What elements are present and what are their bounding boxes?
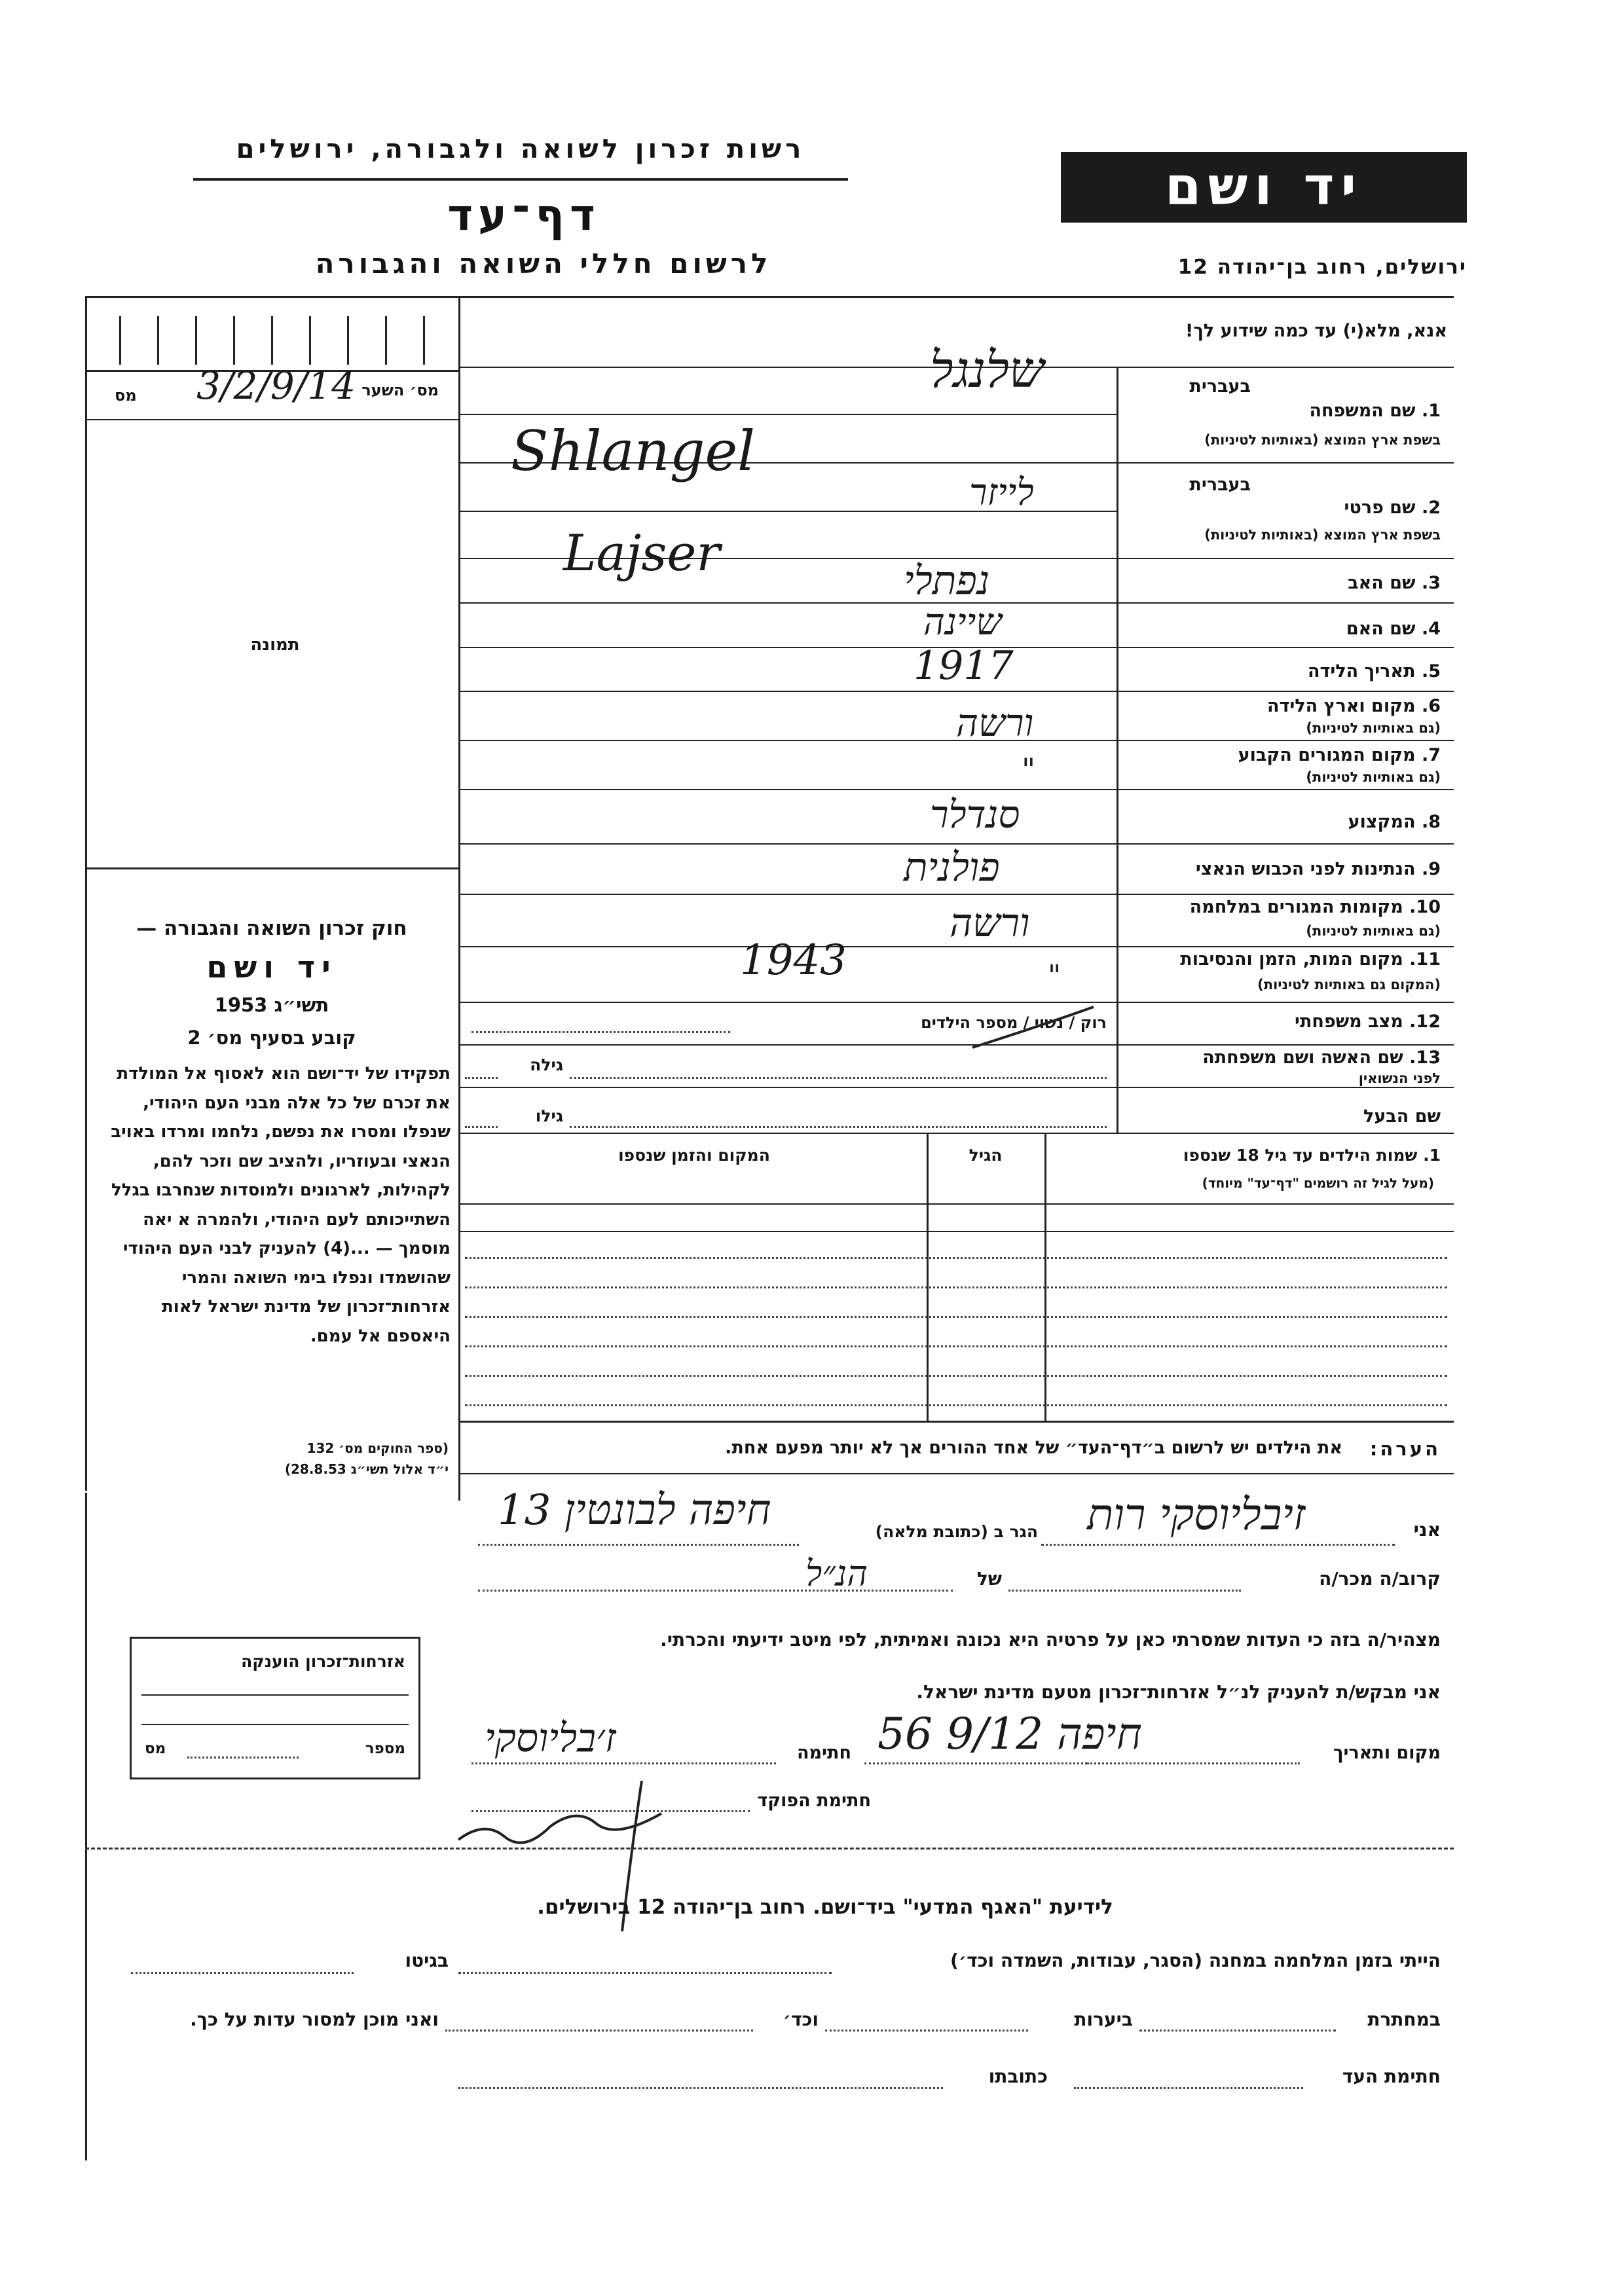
field-11-label: 11. מקום המות, הזמן והנסיבות bbox=[1180, 949, 1441, 970]
law-ref-2: י״ד אלול תשי״ג 28.8.53) bbox=[284, 1461, 449, 1477]
footer-line2-etc: וכד׳ bbox=[783, 2009, 819, 2030]
footer-top-dashed bbox=[85, 1848, 1454, 1850]
field-1-value-hebrew: שלנגל bbox=[930, 340, 1044, 399]
field-10-sub: (גם באותיות לטיניות) bbox=[1306, 923, 1441, 939]
law-title: חוק זכרון השואה והגבורה — bbox=[136, 917, 407, 940]
field-1-label: 1. שם המשפחה bbox=[1309, 401, 1441, 421]
law-ref-1: (ספר החוקים מס׳ 132 bbox=[306, 1440, 449, 1456]
field-4-value: שיינה bbox=[923, 601, 1003, 644]
signature-value: ז׳בליוסקי bbox=[485, 1715, 616, 1761]
field-9-value: פולנית bbox=[904, 845, 1000, 890]
logo-text: יד ושם bbox=[1164, 156, 1363, 217]
footer-line1-camp: הייתי בזמן המלחמה במחנה (הסגר, עבודות, השמדה וכד׳) bbox=[950, 1950, 1441, 1971]
table-label-divider bbox=[1116, 367, 1118, 1133]
declarant-name: זיבליוסקי רות bbox=[1087, 1489, 1306, 1540]
children-table-bottom bbox=[458, 1421, 1454, 1423]
org-line: רשות זכרון לשואה ולגבורה, ירושלים bbox=[236, 134, 805, 164]
declarant-address: חיפה לבונטין 13 bbox=[498, 1486, 771, 1535]
form-title: דף־עד bbox=[447, 190, 600, 240]
field-12-options: רוק / נשוי / מספר הילדים bbox=[921, 1013, 1107, 1032]
footer-line1-ghetto: בגיטו bbox=[405, 1950, 449, 1971]
record-suffix: מס bbox=[115, 386, 137, 405]
record-box-bottom bbox=[85, 419, 460, 420]
yad-vashem-logo bbox=[1061, 152, 1467, 223]
field-5-value: 1917 bbox=[913, 643, 1014, 689]
field-6-label: 6. מקום וארץ הלידה bbox=[1266, 696, 1441, 716]
footer-line2-underground: במחתרת bbox=[1367, 2009, 1441, 2030]
signature-label: חתימה bbox=[796, 1743, 851, 1763]
footer-witness-signature-label: חתימת העד bbox=[1342, 2066, 1441, 2087]
frame-left bbox=[85, 296, 87, 1491]
certificate-number-label: מספר bbox=[365, 1740, 405, 1757]
record-label: מס׳ השער bbox=[361, 381, 439, 399]
org-line-underline bbox=[193, 178, 848, 181]
children-col-divider-2 bbox=[1044, 1133, 1046, 1421]
record-number-box bbox=[85, 304, 460, 370]
field-10-value: ורשה bbox=[950, 900, 1030, 946]
field-8-label: 8. המקצוע bbox=[1348, 812, 1441, 832]
footer-address-label: כתובתו bbox=[988, 2066, 1048, 2087]
field-7-value: " bbox=[1022, 752, 1036, 787]
field-1-sub: בשפת ארץ המוצא (באותיות לטיניות) bbox=[1204, 432, 1441, 448]
field-12-handwritten-stroke bbox=[969, 1002, 1100, 1054]
law-name: יד ושם bbox=[206, 949, 337, 985]
field-2-label: 2. שם פרטי bbox=[1344, 498, 1441, 518]
left-panel-border bbox=[458, 296, 460, 1501]
field-4-label: 4. שם האם bbox=[1346, 619, 1441, 639]
law-section: קובע בסעיף מס׳ 2 bbox=[187, 1027, 356, 1049]
officer-label: חתימת הפוקד bbox=[757, 1791, 871, 1811]
children-header-names-sub: (מעל לגיל זה רושמים "דף־עד" מיוחד) bbox=[1202, 1175, 1434, 1191]
field-12-label: 12. מצב משפחתי bbox=[1295, 1011, 1441, 1032]
intro-text: אנא, מלא(י) עד כמה שידוע לך! bbox=[1185, 321, 1447, 341]
field-9-label: 9. הנתינות לפני הכבוש הנאצי bbox=[1195, 859, 1441, 879]
field-11-value-ditto: " bbox=[1048, 959, 1061, 993]
relation-value: הנ״ל bbox=[805, 1553, 868, 1594]
field-2-value-latin: Lajser bbox=[563, 524, 720, 582]
field-2-value-hebrew: לייזר bbox=[969, 471, 1034, 514]
footer-line2-testimony: ואני מוכן למסור עדות על כך. bbox=[190, 2009, 439, 2030]
photo-bottom-border bbox=[85, 867, 460, 869]
children-col-divider-1 bbox=[927, 1133, 929, 1421]
children-header-place: המקום והזמן שנספו bbox=[618, 1146, 770, 1165]
address: ירושלים, רחוב בן־יהודה 12 bbox=[1177, 255, 1467, 279]
law-text: תפקידו של יד־ושם הוא לאסוף אל המולדת את זכרם של כל אלה מבני העם היהודי, שנפלו ומסרו את נפשם, נלחמו ומרדו באויב הנאצי ובעוזריו, ולהציב שם וזכר להם, לקהילות, לארגונים ולמוסדות שנחרבו בגלל השתייכותם לעם היהודי, ולהמרה א יאה מוסמך — ...(4) להעניק לבני העם היהודי שהושמדו ונפלו בימי השואה והמרי אזרחות־זכרון של מדינת ישראל לאות היאספם אל עמם. bbox=[111, 1064, 451, 1346]
husband-age-label: גילו bbox=[535, 1106, 563, 1125]
place-date-label: מקום ותאריך bbox=[1333, 1743, 1441, 1763]
law-year: תשי״ג 1953 bbox=[214, 994, 329, 1016]
field-1-tag: בעברית bbox=[1189, 376, 1251, 397]
declarant-label: אני bbox=[1413, 1519, 1441, 1540]
photo-label: תמונה bbox=[250, 635, 300, 655]
field-13-label: 13. שם האשה ושם משפחתה bbox=[1202, 1048, 1441, 1068]
footer-title: לידיעת "האגף המדעי" ביד־ושם. רחוב בן־יהודה 12 בירושלים. bbox=[537, 1895, 1113, 1919]
field-6-value: ורשה bbox=[956, 701, 1034, 745]
field-6-sub: (גם באותיות לטיניות) bbox=[1306, 720, 1441, 736]
certificate-box bbox=[130, 1637, 420, 1779]
field-7-label: 7. מקום המגורים הקבוע bbox=[1238, 745, 1441, 765]
field-13-age-label: גילה bbox=[530, 1055, 563, 1074]
record-number-value: 3/2/9/14 bbox=[196, 363, 356, 408]
field-2-tag: בעברית bbox=[1189, 475, 1251, 495]
certificate-number-suffix: מס bbox=[145, 1740, 166, 1757]
relative-label: קרוב/ה מכר/ה bbox=[1319, 1568, 1441, 1590]
note-text: את הילדים יש לרשום ב״דף־העד״ של אחד ההורים אך לא יותר מפעם אחת. bbox=[725, 1438, 1342, 1458]
form-subtitle: לרשום חללי השואה והגבורה bbox=[315, 247, 772, 280]
field-3-value: נפתלי bbox=[904, 558, 990, 604]
field-7-sub: (גם באותיות לטיניות) bbox=[1306, 769, 1441, 785]
husband-label: שם הבעל bbox=[1363, 1106, 1441, 1127]
of-label: של bbox=[976, 1568, 1002, 1590]
field-5-label: 5. תאריך הלידה bbox=[1307, 661, 1441, 682]
field-8-value: סנדלר bbox=[930, 792, 1020, 837]
note-label: הערה: bbox=[1369, 1438, 1441, 1460]
children-header-age: הגיל bbox=[969, 1146, 1003, 1165]
field-11-sub: (המקום גם באותיות לטיניות) bbox=[1257, 977, 1441, 993]
certificate-title: אזרחות־זכרון הוענקה bbox=[241, 1652, 405, 1671]
request-text: אני מבקש/ת להעניק לנ״ל אזרחות־זכרון מטעם מדינת ישראל. bbox=[916, 1681, 1441, 1703]
field-1-value-latin: Shlangel bbox=[511, 419, 756, 483]
frame-top bbox=[85, 296, 1454, 298]
statement-text: מצהיר/ה בזה כי העדות שמסרתי כאן על פרטיה היא נכונה ואמיתית, לפי מיטב ידיעתי והכרתי. bbox=[660, 1629, 1441, 1650]
field-3-label: 3. שם האב bbox=[1348, 573, 1441, 593]
field-10-label: 10. מקומות המגורים במלחמה bbox=[1189, 897, 1441, 917]
place-date-value: חיפה 9/12 56 bbox=[877, 1709, 1142, 1759]
field-2-sub: בשפת ארץ המוצא (באותיות לטיניות) bbox=[1204, 527, 1441, 543]
note-underline bbox=[458, 1473, 1454, 1474]
children-header-names: 1. שמות הילדים עד גיל 18 שנספו bbox=[1183, 1146, 1441, 1165]
field-11-value: 1943 bbox=[740, 936, 847, 985]
dwelling-label: הגר ב (כתובת מלאה) bbox=[875, 1522, 1038, 1541]
field-13-sub: לפני הנשואין bbox=[1358, 1070, 1441, 1086]
frame-left-lower bbox=[85, 1493, 87, 2160]
footer-line2-forests: ביערות bbox=[1074, 2009, 1133, 2030]
